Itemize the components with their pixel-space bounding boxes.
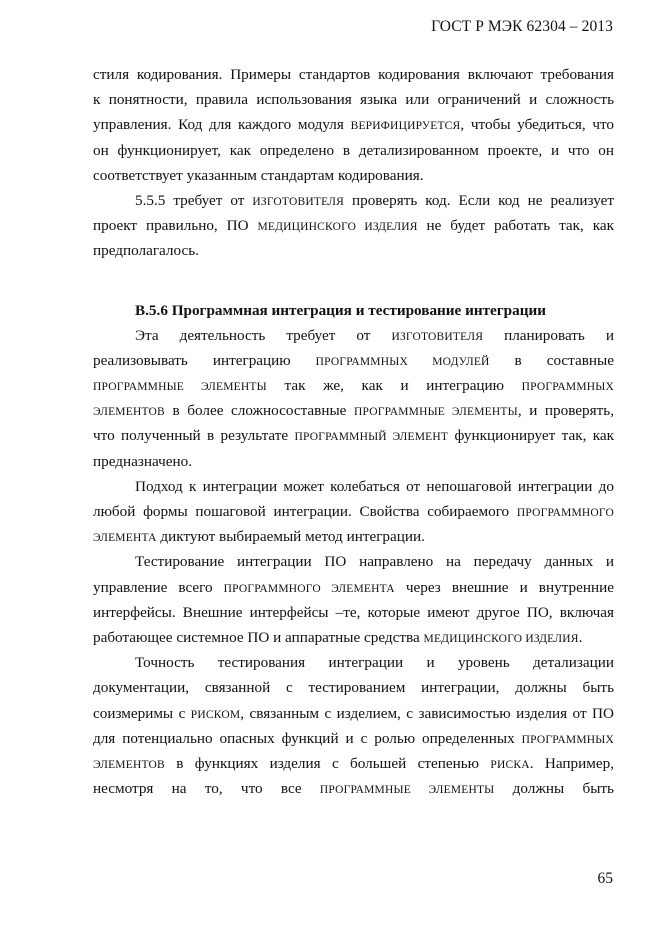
text-line	[93, 423, 614, 448]
text-run: в составные	[489, 351, 614, 369]
defined-term: ПРОГРАММНЫХ	[521, 733, 614, 746]
text-run: к понятности, правила использования языка или ограничений и сложность	[93, 91, 614, 109]
text-run: планировать и	[483, 326, 614, 344]
text-line	[93, 650, 614, 675]
text-line	[93, 675, 614, 700]
text-line	[93, 138, 614, 163]
text-run: , и проверять,	[517, 402, 614, 420]
defined-term: ПРОГРАММНЫЙ ЭЛЕМЕНТ	[294, 431, 449, 444]
defined-term: ПРОГРАММНЫХ	[521, 381, 614, 394]
defined-term: ПРОГРАММНЫХ МОДУЛЕЙ	[315, 355, 490, 368]
text-run: 5.5.5 требует от	[135, 191, 253, 209]
paragraph	[93, 62, 614, 188]
defined-term: ПРОГРАММНЫЕ ЭЛЕМЕНТЫ	[354, 406, 518, 419]
text-line	[93, 112, 614, 137]
text-line	[93, 323, 614, 348]
defined-term: ЭЛЕМЕНТА	[93, 532, 157, 545]
document-header: ГОСТ Р МЭК 62304 – 2013	[431, 18, 613, 35]
text-run: . Например,	[529, 754, 614, 772]
document-body	[93, 62, 614, 801]
text-line	[93, 62, 614, 87]
text-run: несмотря на то, что все	[93, 780, 320, 798]
text-line	[93, 474, 614, 499]
paragraph	[93, 188, 614, 264]
text-run: предполагалось.	[93, 242, 199, 260]
text-line	[93, 348, 614, 373]
text-run: проверять код. Если код не реализует	[344, 191, 614, 209]
text-run: , чтобы убедиться, что	[460, 116, 614, 134]
text-run: стиля кодирования. Примеры стандартов кодирования включают требования	[93, 66, 614, 83]
text-run: соизмеримы с	[93, 704, 191, 722]
paragraph	[93, 650, 614, 801]
text-run: управления. Код для каждого модуля	[93, 116, 351, 134]
defined-term: ЭЛЕМЕНТОВ	[93, 406, 165, 419]
text-line	[93, 701, 614, 726]
defined-term: ЭЛЕМЕНТОВ	[93, 758, 165, 771]
text-line	[93, 524, 614, 549]
text-line	[93, 213, 614, 238]
text-line	[93, 575, 614, 600]
text-line	[93, 188, 614, 213]
text-run: через внешние и внутренние	[394, 578, 614, 596]
defined-term: РИСКА	[490, 758, 530, 771]
text-line	[93, 398, 614, 423]
text-run: не будет работать так, как	[417, 217, 614, 235]
defined-term: МЕДИЦИНСКОГО ИЗДЕЛИЯ	[423, 632, 579, 645]
text-run: любой формы пошаговой интеграции. Свойства собираемого	[93, 503, 517, 520]
text-run: Эта деятельность требует от	[135, 326, 392, 344]
text-run: для потенциально опасных функций и с ролью определенных	[93, 729, 522, 747]
defined-term: РИСКОМ	[190, 708, 241, 721]
text-run: он функционирует, как определено в детализированном проекте, и что он	[93, 141, 614, 159]
text-run: управление всего	[93, 578, 224, 596]
section-heading: В.5.6 Программная интеграция и тестирование интеграции	[135, 301, 546, 319]
text-run: проект правильно, ПО	[93, 217, 258, 235]
text-line	[93, 373, 614, 398]
text-run: документации, связанной с тестированием интеграции, должны быть	[93, 679, 614, 697]
text-line	[93, 87, 614, 112]
text-line	[93, 776, 614, 801]
paragraph	[93, 323, 614, 474]
text-line	[93, 449, 614, 474]
text-run: интерфейсы. Внешние интерфейсы –те, которые имеют другое ПО, включая	[93, 603, 614, 621]
paragraph	[93, 549, 614, 650]
page-number: 65	[597, 870, 613, 887]
text-run: Точность тестирования интеграции и уровень детализации	[135, 654, 614, 672]
text-run: в более сложносоставные	[164, 402, 354, 420]
text-line	[93, 549, 614, 574]
text-line	[93, 499, 614, 524]
text-line	[93, 238, 614, 263]
defined-term: ИЗГОТОВИТЕЛЯ	[391, 330, 484, 343]
defined-term: ПРОГРАММНОГО	[516, 507, 614, 519]
defined-term: МЕДИЦИНСКОГО ИЗДЕЛИЯ	[257, 221, 418, 234]
text-run: диктуют выбираемый метод интеграции.	[156, 528, 425, 546]
defined-term: ПРОГРАММНОГО ЭЛЕМЕНТА	[223, 582, 395, 595]
text-run: , связанным с изделием, с зависимостью изделия от ПО	[240, 704, 614, 722]
text-run: соответствует указанным стандартам кодирования.	[93, 166, 424, 184]
defined-term: ПРОГРАММНЫЕ ЭЛЕМЕНТЫ	[93, 381, 267, 394]
text-line	[93, 726, 614, 751]
text-run: работающее системное ПО и аппаратные средства	[93, 628, 424, 646]
section-spacer	[93, 264, 614, 298]
text-run: должны быть	[494, 780, 614, 798]
text-line	[93, 600, 614, 625]
text-run: реализовывать интеграцию	[93, 351, 316, 369]
text-run: так же, как и интеграцию	[266, 377, 522, 395]
defined-term: ВЕРИФИЦИРУЕТСЯ	[350, 120, 461, 133]
text-run: что полученный в результате	[93, 427, 295, 445]
paragraph	[93, 474, 614, 550]
defined-term: ИЗГОТОВИТЕЛЯ	[252, 195, 345, 208]
text-run: в функциях изделия с большей степенью	[164, 754, 491, 772]
text-run: Тестирование интеграции ПО направлено на передачу данных и	[135, 553, 614, 571]
text-run: функционирует так, как	[448, 427, 615, 445]
text-line	[93, 625, 614, 650]
text-run: .	[578, 628, 583, 646]
text-line	[93, 751, 614, 776]
text-run: Подход к интеграции может колебаться от непошаговой интеграции до	[135, 477, 614, 495]
text-line	[93, 163, 614, 188]
text-run: предназначено.	[93, 452, 193, 470]
defined-term: ПРОГРАММНЫЕ ЭЛЕМЕНТЫ	[319, 784, 495, 797]
